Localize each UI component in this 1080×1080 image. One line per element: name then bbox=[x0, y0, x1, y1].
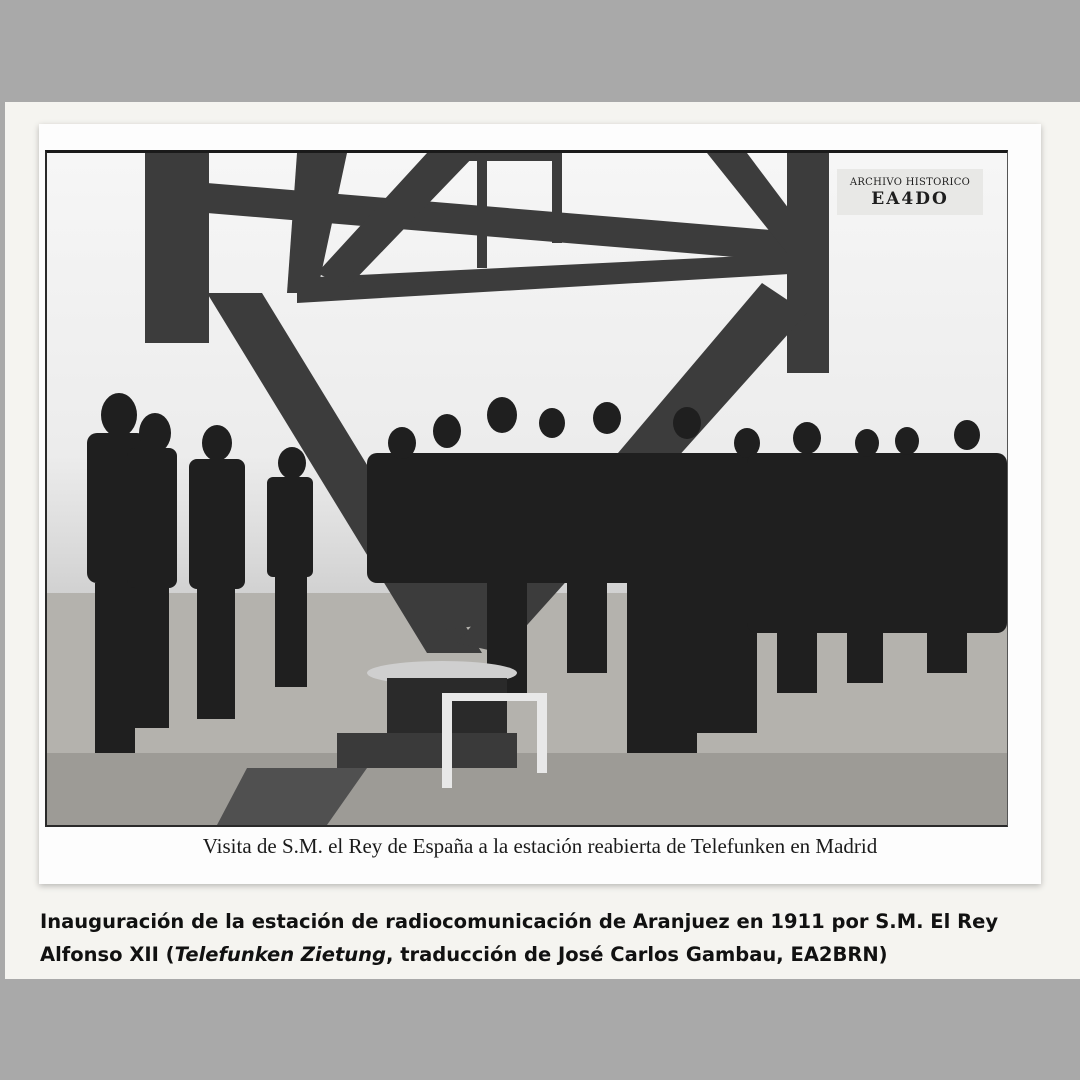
article-sheet bbox=[5, 102, 1080, 979]
caption-text-1: Inauguración de la estación de radiocomunicación de Aranjuez en 1911 por S.M. El Rey Alfonso XII ( bbox=[40, 910, 999, 966]
caption-publication: Telefunken Zietung bbox=[174, 943, 387, 966]
article-caption bbox=[40, 905, 1040, 971]
caption-text-2: , traducción de José Carlos Gambau, EA2BRN) bbox=[386, 943, 888, 966]
photo-illustration bbox=[47, 153, 1007, 825]
watermark-line2: EA4DO bbox=[871, 189, 949, 209]
photo-print bbox=[39, 124, 1041, 884]
ground-foreground bbox=[47, 753, 1007, 825]
historic-photo bbox=[45, 150, 1008, 827]
photo-caption: Visita de S.M. el Rey de España a la estación reabierta de Telefunken en Madrid bbox=[202, 834, 878, 858]
watermark-line1: ARCHIVO HISTORICO bbox=[849, 177, 971, 188]
archive-watermark bbox=[837, 169, 983, 215]
